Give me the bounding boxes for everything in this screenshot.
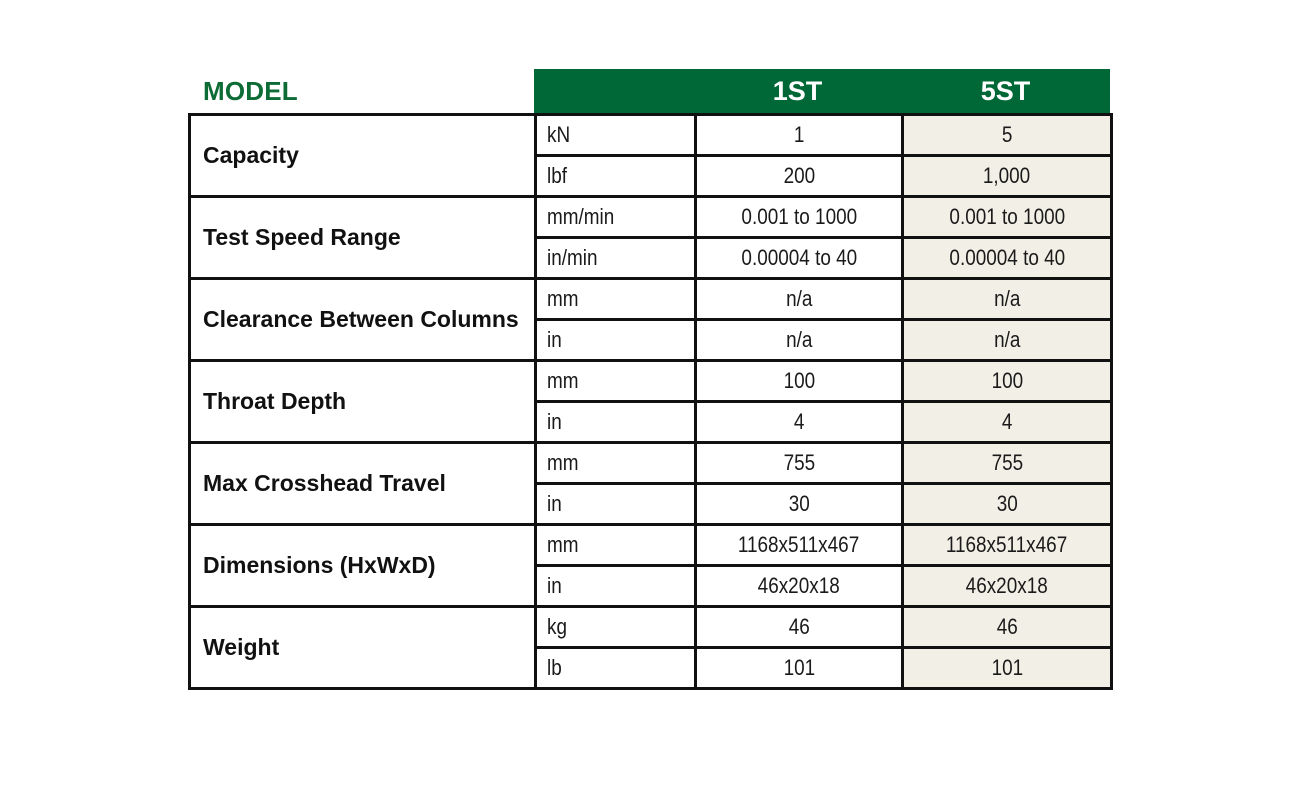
unit-text: kN [547, 122, 571, 147]
value-text: 0.001 to 1000 [741, 204, 857, 229]
spec-label-dimensions: Dimensions (HxWxD) [190, 525, 536, 607]
spec-table-body [190, 115, 1112, 689]
unit-cell [536, 484, 696, 525]
value-text: 30 [996, 491, 1018, 516]
value-5st [903, 525, 1112, 566]
value-text: n/a [785, 327, 813, 352]
table-row [190, 607, 1112, 648]
unit-text: in [547, 491, 562, 516]
value-1st [696, 156, 903, 197]
spec-label-throat-depth: Throat Depth [190, 361, 536, 443]
value-1st [696, 402, 903, 443]
unit-text: kg [547, 614, 567, 639]
unit-cell [536, 156, 696, 197]
value-1st [696, 525, 903, 566]
value-text: 46x20x18 [965, 573, 1049, 598]
value-5st [903, 607, 1112, 648]
unit-cell [536, 648, 696, 689]
value-text: 0.001 to 1000 [949, 204, 1065, 229]
unit-text: mm/min [547, 204, 615, 229]
table-row [190, 443, 1112, 484]
value-text: 4 [793, 409, 805, 434]
value-text: n/a [993, 327, 1021, 352]
value-text: 30 [788, 491, 810, 516]
value-5st [903, 484, 1112, 525]
spec-label-weight: Weight [190, 607, 536, 689]
table-row [190, 525, 1112, 566]
model-label: MODEL [203, 75, 298, 106]
value-5st [903, 402, 1112, 443]
value-text: 46 [996, 614, 1018, 639]
table-row [190, 115, 1112, 156]
table-row [190, 197, 1112, 238]
unit-cell [536, 361, 696, 402]
value-text: 755 [783, 450, 815, 475]
value-text: 101 [991, 655, 1023, 680]
unit-cell [536, 525, 696, 566]
unit-text: mm [547, 286, 579, 311]
unit-text: in [547, 327, 562, 352]
unit-cell [536, 607, 696, 648]
value-1st [696, 197, 903, 238]
value-1st [696, 238, 903, 279]
value-text: 100 [991, 368, 1023, 393]
model-1st-header: 1ST [772, 75, 823, 106]
unit-text: lbf [547, 163, 567, 188]
value-5st [903, 361, 1112, 402]
unit-cell [536, 402, 696, 443]
value-text: 46x20x18 [757, 573, 841, 598]
value-text: 1168x511x467 [738, 532, 860, 557]
value-text: 4 [1001, 409, 1013, 434]
model-5st-header: 5ST [980, 75, 1031, 106]
unit-text: in/min [547, 245, 598, 270]
value-text: 1,000 [983, 163, 1031, 188]
unit-text: in [547, 409, 562, 434]
spec-sheet [188, 69, 1110, 690]
unit-cell [536, 443, 696, 484]
unit-text: mm [547, 532, 579, 557]
value-text: 0.00004 to 40 [949, 245, 1065, 270]
value-text: 755 [991, 450, 1023, 475]
spec-label-clearance-between-columns: Clearance Between Columns [190, 279, 536, 361]
unit-text: mm [547, 368, 579, 393]
value-5st [903, 566, 1112, 607]
spec-label-capacity: Capacity [190, 115, 536, 197]
model-header-bar [534, 69, 1110, 113]
value-1st [696, 115, 903, 156]
value-1st [696, 607, 903, 648]
value-text: 5 [1001, 122, 1013, 147]
value-text: 1 [793, 122, 805, 147]
value-1st [696, 566, 903, 607]
value-1st [696, 484, 903, 525]
spec-label-max-crosshead-travel: Max Crosshead Travel [190, 443, 536, 525]
value-1st [696, 648, 903, 689]
unit-text: lb [547, 655, 562, 680]
value-5st [903, 115, 1112, 156]
value-text: 46 [788, 614, 810, 639]
unit-cell [536, 197, 696, 238]
unit-cell [536, 238, 696, 279]
value-text: 100 [783, 368, 815, 393]
value-text: 101 [783, 655, 815, 680]
value-1st [696, 361, 903, 402]
value-text: 200 [783, 163, 815, 188]
table-header [188, 69, 1110, 113]
value-5st [903, 320, 1112, 361]
unit-text: mm [547, 450, 579, 475]
unit-cell [536, 279, 696, 320]
unit-header-spacer [534, 69, 694, 113]
value-text: n/a [785, 286, 813, 311]
value-5st [903, 238, 1112, 279]
value-5st [903, 279, 1112, 320]
value-text: n/a [993, 286, 1021, 311]
value-text: 1168x511x467 [946, 532, 1068, 557]
unit-text: in [547, 573, 562, 598]
value-5st [903, 197, 1112, 238]
value-text: 0.00004 to 40 [741, 245, 857, 270]
table-row [190, 279, 1112, 320]
value-5st [903, 648, 1112, 689]
value-1st [696, 443, 903, 484]
value-1st [696, 320, 903, 361]
unit-cell [536, 566, 696, 607]
value-1st [696, 279, 903, 320]
spec-table [188, 113, 1113, 690]
value-5st [903, 156, 1112, 197]
spec-label-test-speed-range: Test Speed Range [190, 197, 536, 279]
value-5st [903, 443, 1112, 484]
unit-cell [536, 115, 696, 156]
table-row [190, 361, 1112, 402]
unit-cell [536, 320, 696, 361]
